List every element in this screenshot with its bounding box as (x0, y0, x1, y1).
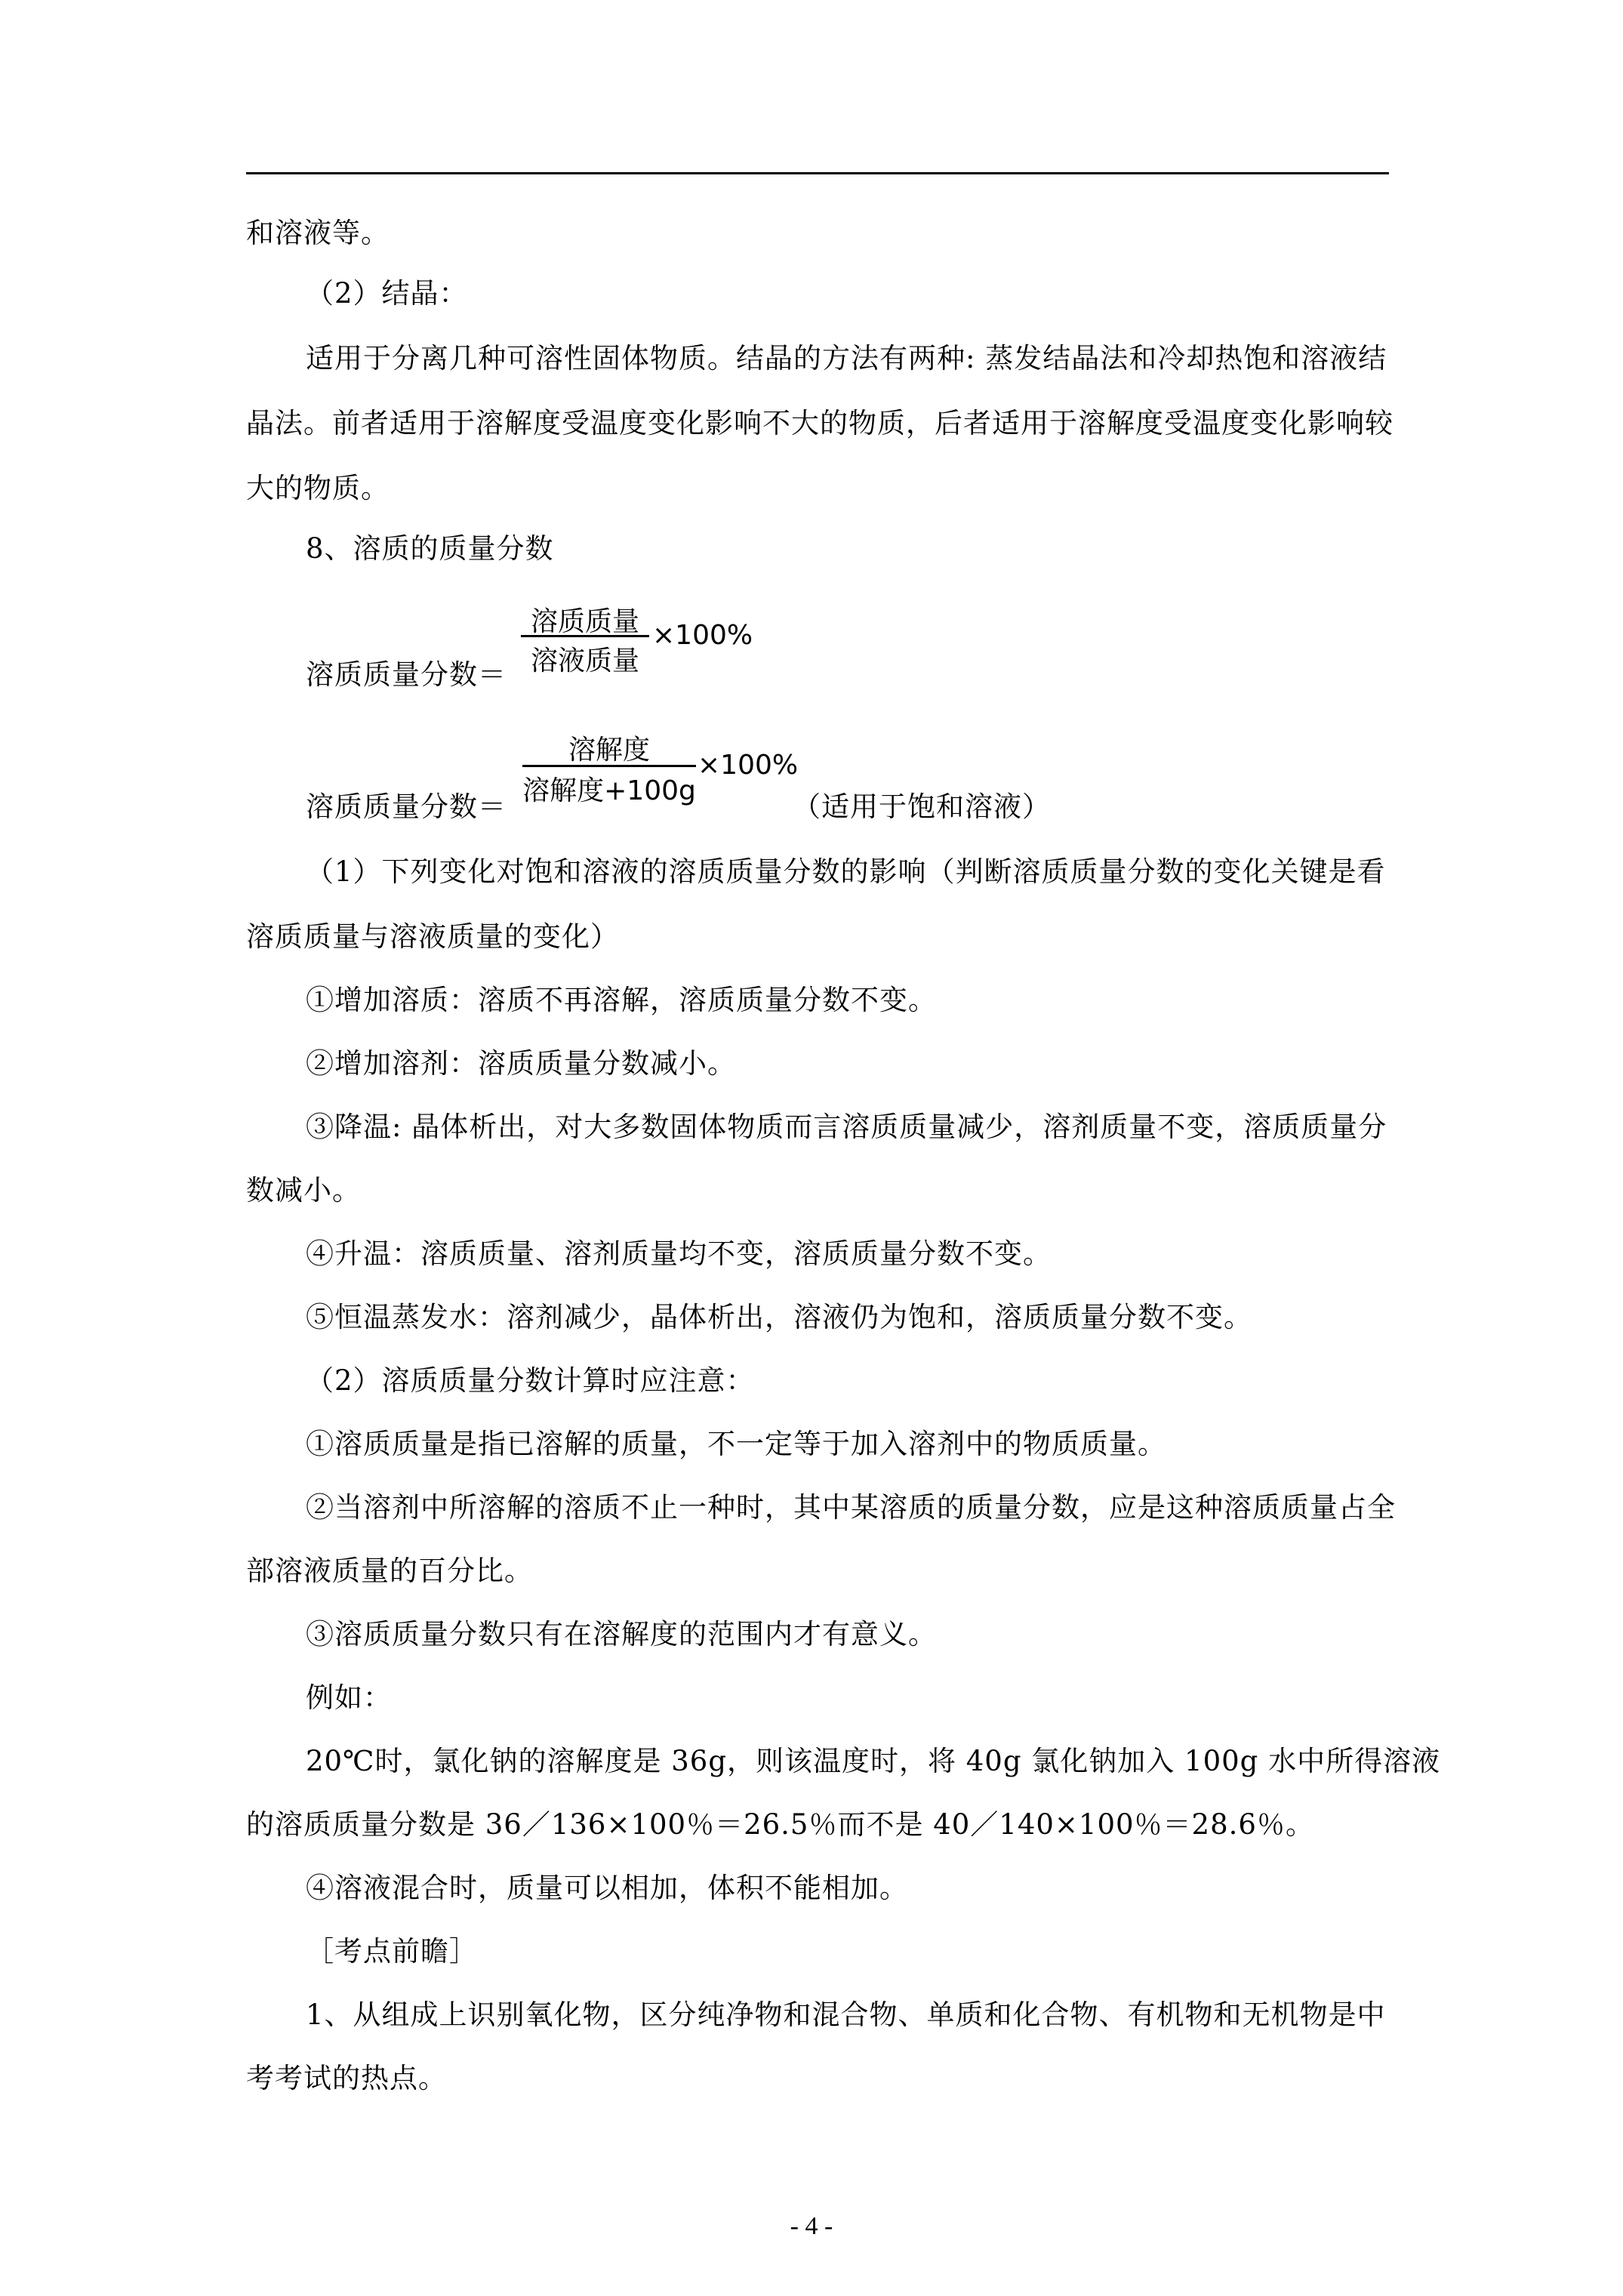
formula-denominator: 溶液质量 (530, 646, 639, 676)
fraction-bar (522, 765, 696, 767)
list-item: ①溶质质量是指已溶解的质量，不一定等于加入溶剂中的物质质量。 (306, 1428, 1166, 1460)
formula-multiplier: ×100% (698, 750, 799, 781)
fraction-bar (521, 635, 649, 637)
text-line: 1、从组成上识别氧化物，区分纯净物和混合物、单质和化合物、有机物和无机物是中 (306, 1999, 1386, 2031)
text-line: 溶质质量与溶液质量的变化） (246, 920, 619, 953)
text-line: （1）下列变化对饱和溶液的溶质质量分数的影响（判断溶质质量分数的变化关键是看 (306, 855, 1386, 888)
header-rule (246, 172, 1389, 174)
text-line: 大的物质。 (246, 472, 390, 504)
list-item: ③溶质质量分数只有在溶解度的范围内才有意义。 (306, 1618, 937, 1650)
section-heading: 8、溶质的质量分数 (306, 532, 554, 565)
text-line: 和溶液等。 (246, 217, 390, 249)
formula-label: 溶质质量分数＝ (306, 791, 507, 823)
list-item: ③降温: 晶体析出，对大多数固体物质而言溶质质量减少，溶剂质量不变，溶质质量分 (306, 1111, 1387, 1143)
text-line: 20℃时，氯化钠的溶解度是 36g，则该温度时，将 40g 氯化钠加入 100g 水中所得溶液 (306, 1745, 1441, 1777)
text-line: 例如： (306, 1681, 392, 1714)
formula-label: 溶质质量分数＝ (306, 658, 507, 691)
text-line: 的溶质质量分数是 36／136×100％＝26.5％而不是 40／140×100％＝28.6％。 (246, 1808, 1314, 1841)
list-item: ④升温：溶质质量、溶剂质量均不变，溶质质量分数不变。 (306, 1237, 1052, 1270)
list-item: ①增加溶质：溶质不再溶解，溶质质量分数不变。 (306, 984, 937, 1016)
formula-numerator: 溶解度 (568, 735, 650, 766)
list-item: ②当溶剂中所溶解的溶质不止一种时，其中某溶质的质量分数，应是这种溶质质量占全 (306, 1491, 1396, 1524)
formula-denominator: 溶解度+100g (522, 775, 696, 806)
text-line: 晶法。前者适用于溶解度受温度变化影响不大的物质，后者适用于溶解度受温度变化影响较 (246, 407, 1394, 439)
formula-multiplier: ×100% (652, 620, 753, 651)
section-heading: （2）溶质质量分数计算时应注意： (306, 1364, 755, 1397)
section-heading: ［考点前瞻］ (306, 1935, 478, 1968)
list-item: ②增加溶剂：溶质质量分数减小。 (306, 1047, 736, 1080)
section-heading: （2）结晶： (306, 277, 468, 310)
list-item: ④溶液混合时，质量可以相加，体积不能相加。 (306, 1872, 908, 1904)
text-line: 数减小。 (246, 1174, 361, 1207)
formula-note: （适用于饱和溶液） (793, 791, 1051, 823)
text-line: 部溶液质量的百分比。 (246, 1555, 533, 1587)
page-number: - 4 - (790, 2212, 833, 2240)
list-item: ⑤恒温蒸发水：溶剂减少，晶体析出，溶液仍为饱和，溶质质量分数不变。 (306, 1301, 1252, 1333)
formula-numerator: 溶质质量 (530, 606, 639, 637)
text-line: 考考试的热点。 (246, 2062, 447, 2094)
text-line: 适用于分离几种可溶性固体物质。结晶的方法有两种: 蒸发结晶法和冷却热饱和溶液结 (306, 342, 1387, 374)
